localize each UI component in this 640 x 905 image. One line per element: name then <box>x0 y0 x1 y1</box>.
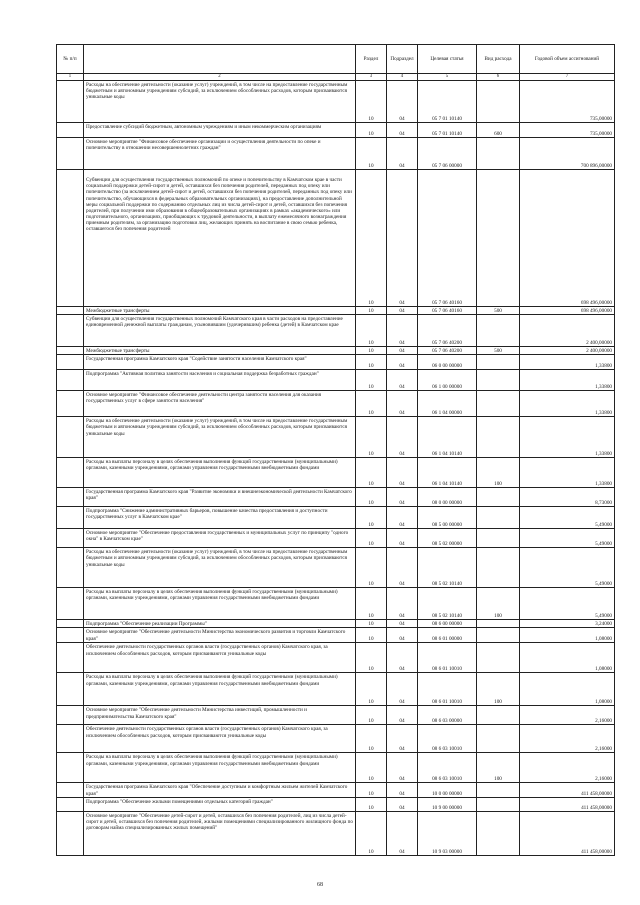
cell-vid-rashoda <box>477 706 520 725</box>
cell-podrazdel: 04 <box>387 458 418 488</box>
cell-celevaya-statya: 06 1 04 10140 <box>418 417 477 458</box>
cell-razdel: 10 <box>356 417 387 458</box>
cell-vid-rashoda <box>477 81 520 123</box>
cell-razdel: 10 <box>356 370 387 391</box>
cell-vid-rashoda <box>477 488 520 507</box>
header-vid-rashoda: Вид расхода <box>477 45 520 74</box>
column-number: 2 <box>84 74 356 81</box>
cell-name: Расходы на выплаты персоналу в целях обеспечения выполнения функций государственными (муниципальными) органами, казенными учреждениями, органами управления государственными внебюджетными фондами <box>84 753 356 783</box>
budget-table <box>56 44 615 856</box>
cell-celevaya-statya: 05 7 01 10140 <box>418 123 477 138</box>
table-row <box>57 706 615 725</box>
cell-name: Обеспечение деятельности государственных органов власти (государственных органов) Камчатского края, за исключением обособленных расходов, которым присваиваются уникальные коды <box>84 725 356 753</box>
cell-vid-rashoda: 600 <box>477 123 520 138</box>
cell-name: Подпрограмма "Обеспечение жилыми помещениями отдельных категорий граждан" <box>84 797 356 811</box>
cell-name: Государственная программа Камчатского края "Развитие экономики и внешнеэкономической деятельности Камчатского края" <box>84 488 356 507</box>
cell-vid-rashoda <box>477 529 520 548</box>
cell-name: Основное мероприятие "Обеспечение деятельности Министерства инвестиций, промышленности и предпринимательства Камчатского края" <box>84 706 356 725</box>
cell-num <box>57 123 84 138</box>
table-row <box>57 797 615 811</box>
cell-vid-rashoda: 100 <box>477 753 520 783</box>
header-celevaya-statya: Целевая статья <box>418 45 477 74</box>
cell-podrazdel: 04 <box>387 643 418 673</box>
cell-podrazdel: 04 <box>387 417 418 458</box>
cell-vid-rashoda: 100 <box>477 458 520 488</box>
table-row <box>57 507 615 529</box>
cell-celevaya-statya: 06 1 00 00000 <box>418 370 477 391</box>
cell-razdel: 10 <box>356 673 387 706</box>
cell-celevaya-statya: 08 6 03 10010 <box>418 753 477 783</box>
cell-podrazdel: 04 <box>387 347 418 355</box>
cell-vid-rashoda: 100 <box>477 588 520 620</box>
cell-razdel: 10 <box>356 123 387 138</box>
column-number: 1 <box>57 74 84 81</box>
cell-podrazdel: 04 <box>387 673 418 706</box>
table-row <box>57 725 615 753</box>
cell-name: Основное мероприятие "Обеспечение деятельности Министерства экономического развития и торговли Камчатского края" <box>84 628 356 643</box>
cell-sum: 2 400,00000 <box>520 315 615 347</box>
cell-celevaya-statya: 08 6 03 10010 <box>418 725 477 753</box>
table-row <box>57 588 615 620</box>
cell-razdel: 10 <box>356 643 387 673</box>
cell-sum: 2,16000 <box>520 753 615 783</box>
cell-name: Межбюджетные трансферты <box>84 347 356 355</box>
table-row <box>57 391 615 417</box>
cell-podrazdel: 04 <box>387 783 418 797</box>
cell-num <box>57 347 84 355</box>
cell-podrazdel: 04 <box>387 628 418 643</box>
cell-celevaya-statya: 05 7 06 40160 <box>418 307 477 315</box>
cell-vid-rashoda <box>477 797 520 811</box>
cell-razdel: 10 <box>356 620 387 628</box>
cell-celevaya-statya: 08 0 00 00000 <box>418 488 477 507</box>
cell-vid-rashoda <box>477 355 520 370</box>
table-row <box>57 315 615 347</box>
cell-podrazdel: 04 <box>387 588 418 620</box>
table-row <box>57 417 615 458</box>
cell-podrazdel: 04 <box>387 620 418 628</box>
cell-celevaya-statya: 06 1 04 10140 <box>418 458 477 488</box>
cell-razdel: 10 <box>356 725 387 753</box>
cell-sum: 5,49000 <box>520 588 615 620</box>
cell-name: Обеспечение деятельности государственных органов власти (государственных органов) Камчатского края, за исключением обособленных расходов, которым присваиваются уникальные коды <box>84 643 356 673</box>
cell-vid-rashoda: 500 <box>477 307 520 315</box>
cell-name: Государственная программа Камчатского края "Содействие занятости населения Камчатского края" <box>84 355 356 370</box>
cell-sum: 1,33800 <box>520 370 615 391</box>
cell-celevaya-statya: 05 7 06 40200 <box>418 315 477 347</box>
cell-num <box>57 170 84 307</box>
table-row <box>57 488 615 507</box>
cell-razdel: 10 <box>356 307 387 315</box>
cell-num <box>57 138 84 170</box>
cell-num <box>57 783 84 797</box>
cell-podrazdel: 04 <box>387 725 418 753</box>
table-row <box>57 628 615 643</box>
cell-name: Основное мероприятие "Обеспечение предоставления государственных и муниципальных услуг по принципу "одного окна" в Камчатском крае" <box>84 529 356 548</box>
cell-sum: 2 400,00000 <box>520 347 615 355</box>
header-razdel: Раздел <box>356 45 387 74</box>
cell-razdel: 10 <box>356 391 387 417</box>
cell-celevaya-statya: 08 5 02 10140 <box>418 588 477 620</box>
cell-sum: 2,16000 <box>520 706 615 725</box>
column-numbers-row <box>57 74 615 81</box>
cell-celevaya-statya: 05 7 06 00000 <box>418 138 477 170</box>
cell-sum: 1,08000 <box>520 643 615 673</box>
cell-sum: 735,00000 <box>520 81 615 123</box>
cell-podrazdel: 04 <box>387 488 418 507</box>
cell-num <box>57 355 84 370</box>
cell-sum: 411 458,00000 <box>520 783 615 797</box>
column-number: 7 <box>520 74 615 81</box>
cell-num <box>57 628 84 643</box>
cell-vid-rashoda <box>477 811 520 855</box>
cell-sum: 698 496,00000 <box>520 170 615 307</box>
table-row <box>57 138 615 170</box>
cell-num <box>57 706 84 725</box>
cell-vid-rashoda <box>477 643 520 673</box>
table-row <box>57 458 615 488</box>
cell-sum: 1,33800 <box>520 355 615 370</box>
cell-name: Межбюджетные трансферты <box>84 307 356 315</box>
cell-sum: 1,33800 <box>520 417 615 458</box>
cell-vid-rashoda: 100 <box>477 673 520 706</box>
cell-name: Субвенции для осуществления государственных полномочий по опеке и попечительству в Камчатском крае в части социальной поддержки детей-сирот и детей, оставшихся без попечения родителей, переданных под опеку или попечительство (за исключением детей-сирот и детей, оставшихся без попечения родителей, переданных под опеку или попечительство, обучающихся в федеральных образовательных организациях), на предоставление дополнительной меры социальной поддержки по содержанию отдельных лиц из числа детей-сирот и детей, оставшихся без попечения родителей, при получении ими образования в общеобразовательных организациях в рамках «академического» или подготовительного, организациях, приобщающих к трудовой деятельности, в выплату ежемесячного вознаграждения приемным родителям, за организацию подготовки лиц, желающих принять на воспитание в свою семью ребенка, оставшегося без попечения родителей <box>84 170 356 307</box>
cell-vid-rashoda <box>477 725 520 753</box>
cell-celevaya-statya: 05 7 01 10140 <box>418 81 477 123</box>
cell-sum: 3,24000 <box>520 620 615 628</box>
cell-celevaya-statya: 08 5 02 10140 <box>418 548 477 588</box>
table-row <box>57 81 615 123</box>
table-row <box>57 529 615 548</box>
cell-num <box>57 529 84 548</box>
cell-vid-rashoda <box>477 783 520 797</box>
cell-name: Расходы на обеспечение деятельности (оказание услуг) учреждений, в том числе на предоставление государственным бюджетным и автономным учреждениям субсидий, за исключением обособленных расходов, которым присваиваются уникальные коды <box>84 548 356 588</box>
cell-sum: 700 896,00000 <box>520 138 615 170</box>
cell-celevaya-statya: 10 9 03 00000 <box>418 811 477 855</box>
table-row <box>57 170 615 307</box>
table-row <box>57 307 615 315</box>
cell-celevaya-statya: 06 1 04 00000 <box>418 391 477 417</box>
cell-num <box>57 488 84 507</box>
header-num: № п/п <box>57 45 84 74</box>
cell-sum: 735,00000 <box>520 123 615 138</box>
cell-name: Расходы на обеспечение деятельности (оказание услуг) учреждений, в том числе на предоставление государственным бюджетным и автономным учреждениям субсидий, за исключением обособленных расходов, которым присваиваются уникальные коды <box>84 81 356 123</box>
cell-name: Расходы на выплаты персоналу в целях обеспечения выполнения функций государственными (муниципальными) органами, казенными учреждениями, органами управления государственными внебюджетными фондами <box>84 673 356 706</box>
cell-vid-rashoda <box>477 417 520 458</box>
cell-num <box>57 811 84 855</box>
cell-name: Расходы на выплаты персоналу в целях обеспечения выполнения функций государственными (муниципальными) органами, казенными учреждениями, органами управления государственными внебюджетными фондами <box>84 458 356 488</box>
cell-razdel: 10 <box>356 797 387 811</box>
cell-celevaya-statya: 08 6 01 00000 <box>418 628 477 643</box>
cell-num <box>57 725 84 753</box>
cell-razdel: 10 <box>356 347 387 355</box>
cell-razdel: 10 <box>356 355 387 370</box>
table-row <box>57 753 615 783</box>
cell-name: Субвенции для осуществления государственных полномочий Камчатского края в части расходов на предоставление единовременной денежной выплаты гражданам, усыновившим (удочерившим) ребенка (детей) в Камчатском крае <box>84 315 356 347</box>
cell-num <box>57 307 84 315</box>
table-row <box>57 783 615 797</box>
cell-vid-rashoda <box>477 315 520 347</box>
cell-razdel: 10 <box>356 507 387 529</box>
cell-razdel: 10 <box>356 458 387 488</box>
cell-vid-rashoda <box>477 391 520 417</box>
table-row <box>57 548 615 588</box>
cell-name: Основное мероприятие "Финансовое обеспечение деятельности центра занятости населения для оказания государственных услуг в сфере занятости населения" <box>84 391 356 417</box>
cell-num <box>57 643 84 673</box>
column-number: 5 <box>418 74 477 81</box>
cell-razdel: 10 <box>356 138 387 170</box>
cell-num <box>57 588 84 620</box>
cell-num <box>57 391 84 417</box>
cell-num <box>57 797 84 811</box>
cell-podrazdel: 04 <box>387 123 418 138</box>
table-row <box>57 123 615 138</box>
cell-num <box>57 620 84 628</box>
cell-sum: 698 496,00000 <box>520 307 615 315</box>
cell-num <box>57 458 84 488</box>
cell-sum: 2,16000 <box>520 725 615 753</box>
cell-podrazdel: 04 <box>387 81 418 123</box>
table-header-row <box>57 45 615 74</box>
cell-name: Подпрограмма "Снижение административных барьеров, повышение качества предоставления и доступности государственных услуг в Камчатском крае" <box>84 507 356 529</box>
cell-name: Предоставление субсидий бюджетным, автономным учреждениям и иным некоммерческим организациям <box>84 123 356 138</box>
cell-vid-rashoda <box>477 138 520 170</box>
header-name <box>84 45 356 74</box>
cell-vid-rashoda <box>477 507 520 529</box>
cell-razdel: 10 <box>356 488 387 507</box>
cell-num <box>57 370 84 391</box>
cell-celevaya-statya: 08 6 03 00000 <box>418 706 477 725</box>
table-row <box>57 811 615 855</box>
cell-razdel: 10 <box>356 81 387 123</box>
cell-vid-rashoda <box>477 170 520 307</box>
cell-celevaya-statya: 08 6 00 00000 <box>418 620 477 628</box>
cell-razdel: 10 <box>356 588 387 620</box>
table-row <box>57 643 615 673</box>
cell-sum: 1,08000 <box>520 628 615 643</box>
cell-celevaya-statya: 08 6 01 10010 <box>418 643 477 673</box>
cell-podrazdel: 04 <box>387 370 418 391</box>
cell-razdel: 10 <box>356 706 387 725</box>
cell-celevaya-statya: 05 7 06 40200 <box>418 347 477 355</box>
cell-name: Расходы на выплаты персоналу в целях обеспечения выполнения функций государственными (муниципальными) органами, казенными учреждениями, органами управления государственными внебюджетными фондами <box>84 588 356 620</box>
cell-razdel: 10 <box>356 628 387 643</box>
cell-podrazdel: 04 <box>387 307 418 315</box>
cell-razdel: 10 <box>356 529 387 548</box>
cell-sum: 411 458,00000 <box>520 797 615 811</box>
table-row <box>57 370 615 391</box>
cell-sum: 1,08000 <box>520 673 615 706</box>
cell-sum: 1,33800 <box>520 458 615 488</box>
cell-name: Основное мероприятие "Обеспечение детей-сирот и детей, оставшихся без попечения родителей, лиц из числа детей-сирот и детей, оставшихся без попечения родителей, жилыми помещениями специализированного жилищного фонда по договорам найма специализированных жилых помещений" <box>84 811 356 855</box>
cell-celevaya-statya: 10 9 00 00000 <box>418 797 477 811</box>
cell-razdel: 10 <box>356 315 387 347</box>
cell-razdel: 10 <box>356 170 387 307</box>
column-number: 4 <box>387 74 418 81</box>
table-row <box>57 620 615 628</box>
cell-sum: 411 458,00000 <box>520 811 615 855</box>
cell-razdel: 10 <box>356 811 387 855</box>
cell-podrazdel: 04 <box>387 811 418 855</box>
cell-podrazdel: 04 <box>387 391 418 417</box>
cell-vid-rashoda <box>477 628 520 643</box>
cell-name: Подпрограмма "Обеспечение реализации Программы" <box>84 620 356 628</box>
cell-podrazdel: 04 <box>387 706 418 725</box>
cell-name: Расходы на обеспечение деятельности (оказание услуг) учреждений, в том числе на предоставление государственным бюджетным и автономным учреждениям субсидий, за исключением обособленных расходов, которым присваиваются уникальные коды <box>84 417 356 458</box>
cell-sum: 8,73000 <box>520 488 615 507</box>
cell-celevaya-statya: 08 6 01 10010 <box>418 673 477 706</box>
column-number: 6 <box>477 74 520 81</box>
cell-num <box>57 417 84 458</box>
header-annual-sum: Годовой объем ассигнований <box>520 45 615 74</box>
table-row <box>57 347 615 355</box>
header-podrazdel: Подраздел <box>387 45 418 74</box>
cell-num <box>57 673 84 706</box>
cell-celevaya-statya: 08 5 00 00000 <box>418 507 477 529</box>
cell-sum: 5,49000 <box>520 548 615 588</box>
cell-podrazdel: 04 <box>387 529 418 548</box>
column-number: 3 <box>356 74 387 81</box>
cell-podrazdel: 04 <box>387 138 418 170</box>
cell-podrazdel: 04 <box>387 170 418 307</box>
cell-razdel: 10 <box>356 783 387 797</box>
cell-sum: 5,49000 <box>520 507 615 529</box>
cell-num <box>57 507 84 529</box>
cell-name: Государственная программа Камчатского края "Обеспечение доступным и комфортным жильем жителей Камчатского края" <box>84 783 356 797</box>
cell-vid-rashoda <box>477 620 520 628</box>
cell-podrazdel: 04 <box>387 315 418 347</box>
cell-celevaya-statya: 05 7 06 40160 <box>418 170 477 307</box>
cell-num <box>57 315 84 347</box>
cell-celevaya-statya: 10 0 00 00000 <box>418 783 477 797</box>
cell-sum: 5,49000 <box>520 529 615 548</box>
cell-name: Основное мероприятие "Финансовое обеспечение организации и осуществления деятельности по опеке и попечительству в отношении несовершеннолетних граждан" <box>84 138 356 170</box>
cell-podrazdel: 04 <box>387 507 418 529</box>
cell-podrazdel: 04 <box>387 355 418 370</box>
cell-vid-rashoda <box>477 370 520 391</box>
table-row <box>57 355 615 370</box>
page-number: 68 <box>317 882 323 888</box>
cell-vid-rashoda: 500 <box>477 347 520 355</box>
cell-podrazdel: 04 <box>387 797 418 811</box>
cell-num <box>57 753 84 783</box>
cell-razdel: 10 <box>356 753 387 783</box>
cell-podrazdel: 04 <box>387 753 418 783</box>
cell-celevaya-statya: 08 5 02 00000 <box>418 529 477 548</box>
cell-celevaya-statya: 06 0 00 00000 <box>418 355 477 370</box>
cell-podrazdel: 04 <box>387 548 418 588</box>
cell-vid-rashoda <box>477 548 520 588</box>
table-row <box>57 673 615 706</box>
cell-razdel: 10 <box>356 548 387 588</box>
cell-num <box>57 548 84 588</box>
cell-sum: 1,33800 <box>520 391 615 417</box>
cell-name: Подпрограмма "Активная политика занятости населения и социальная поддержка безработных граждан" <box>84 370 356 391</box>
cell-num <box>57 81 84 123</box>
